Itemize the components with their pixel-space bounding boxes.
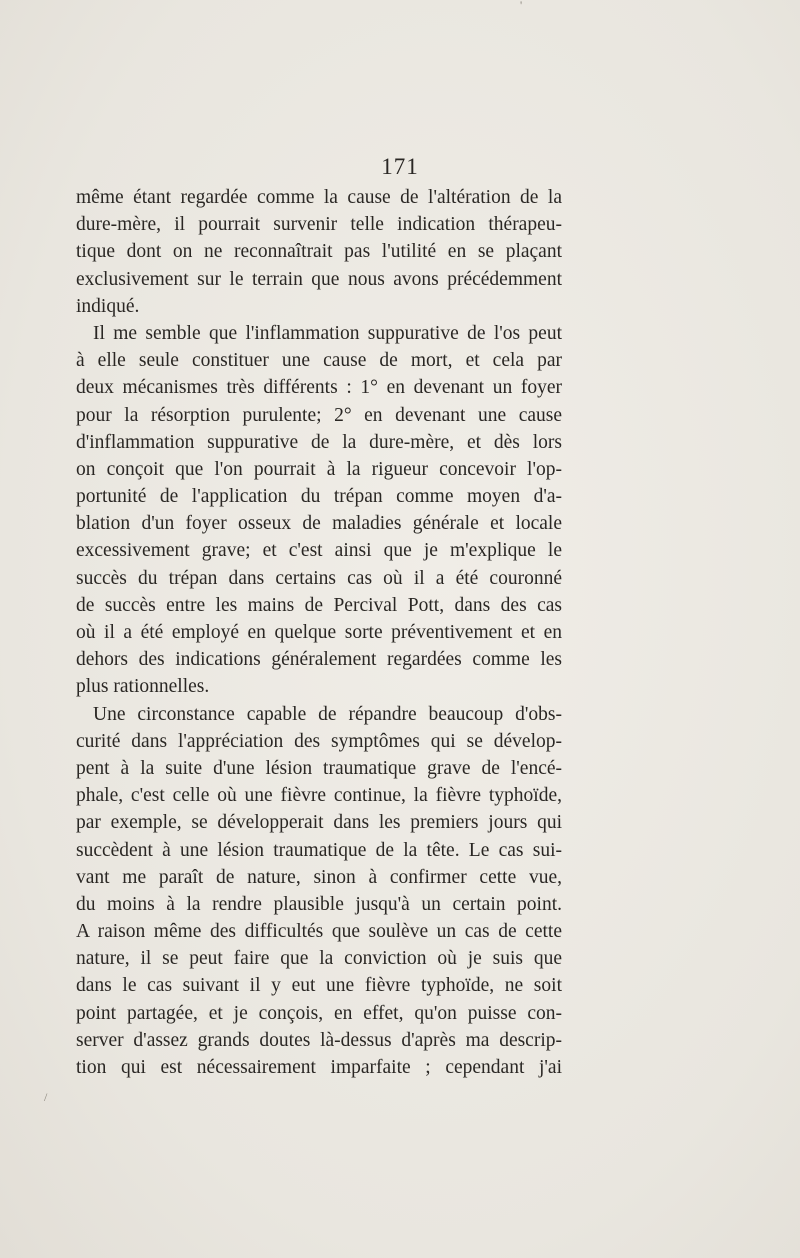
text-line: point partagée, et je conçois, en effet, qu'on puisse con- [76,1002,562,1024]
text-line: dehors des indications généralement regardées comme les [76,649,562,671]
text-line: par exemple, se développerait dans les premiers jours qui [76,812,562,834]
text-line: phale, c'est celle où une fièvre continue, la fièvre typhoïde, [76,785,562,807]
text-line: plus rationnelles. [76,676,210,698]
text-line: vant me paraît de nature, sinon à confirmer cette vue, [76,866,562,888]
text-line: on conçoit que l'on pourrait à la rigueur concevoir l'op- [76,458,562,480]
text-line: portunité de l'application du trépan comme moyen d'a- [76,486,562,508]
text-line: pour la résorption purulente; 2° en devenant une cause [76,404,562,426]
text-line: dure-mère, il pourrait survenir telle indication thérapeu- [76,214,562,236]
text-line: exclusivement sur le terrain que nous avons précédemment [76,268,562,290]
text-line: pent à la suite d'une lésion traumatique grave de l'encé- [76,757,562,779]
text-line: tique dont on ne reconnaîtrait pas l'utilité en se plaçant [76,241,562,263]
text-line: server d'assez grands doutes là-dessus d'après ma descrip- [76,1029,562,1051]
text-line: d'inflammation suppurative de la dure-mère, et dès lors [76,431,562,453]
paragraph-start-line: Une circonstance capable de répandre beaucoup d'obs- [93,703,562,725]
text-line: de succès entre les mains de Percival Pott, dans des cas [76,594,562,616]
text-line: excessivement grave; et c'est ainsi que je m'explique le [76,540,562,562]
text-line: même étant regardée comme la cause de l'altération de la [76,187,562,208]
text-line: à elle seule constituer une cause de mort, et cela par [76,350,562,372]
text-line: nature, il se peut faire que la conviction où je suis que [76,948,562,970]
text-line: tion qui est nécessairement imparfaite ; cependant j'ai [76,1057,562,1078]
text-line: A raison même des difficultés que soulève un cas de cette [76,921,562,943]
text-line: deux mécanismes très différents : 1° en devenant un foyer [76,377,562,399]
paper-speck: / [44,1090,48,1104]
text-line: succès du trépan dans certains cas où il a été couronné [76,567,562,589]
text-line: curité dans l'appréciation des symptômes qui se dévelop- [76,730,562,752]
text-line: dans le cas suivant il y eut une fièvre typhoïde, ne soit [76,975,562,997]
text-line: blation d'un foyer osseux de maladies générale et locale [76,513,562,535]
page-number: 171 [381,154,419,179]
text-line: indiqué. [76,295,140,317]
text-line: du moins à la rendre plausible jusqu'à un certain point. [76,893,562,915]
paragraph-start-line: Il me semble que l'inflammation suppurative de l'os peut [93,322,562,344]
text-line: succèdent à une lésion traumatique de la tête. Le cas sui- [76,839,562,861]
paper-speck: ' [520,0,523,12]
text-line: où il a été employé en quelque sorte préventivement et en [76,622,562,643]
body-text [76,184,562,1081]
